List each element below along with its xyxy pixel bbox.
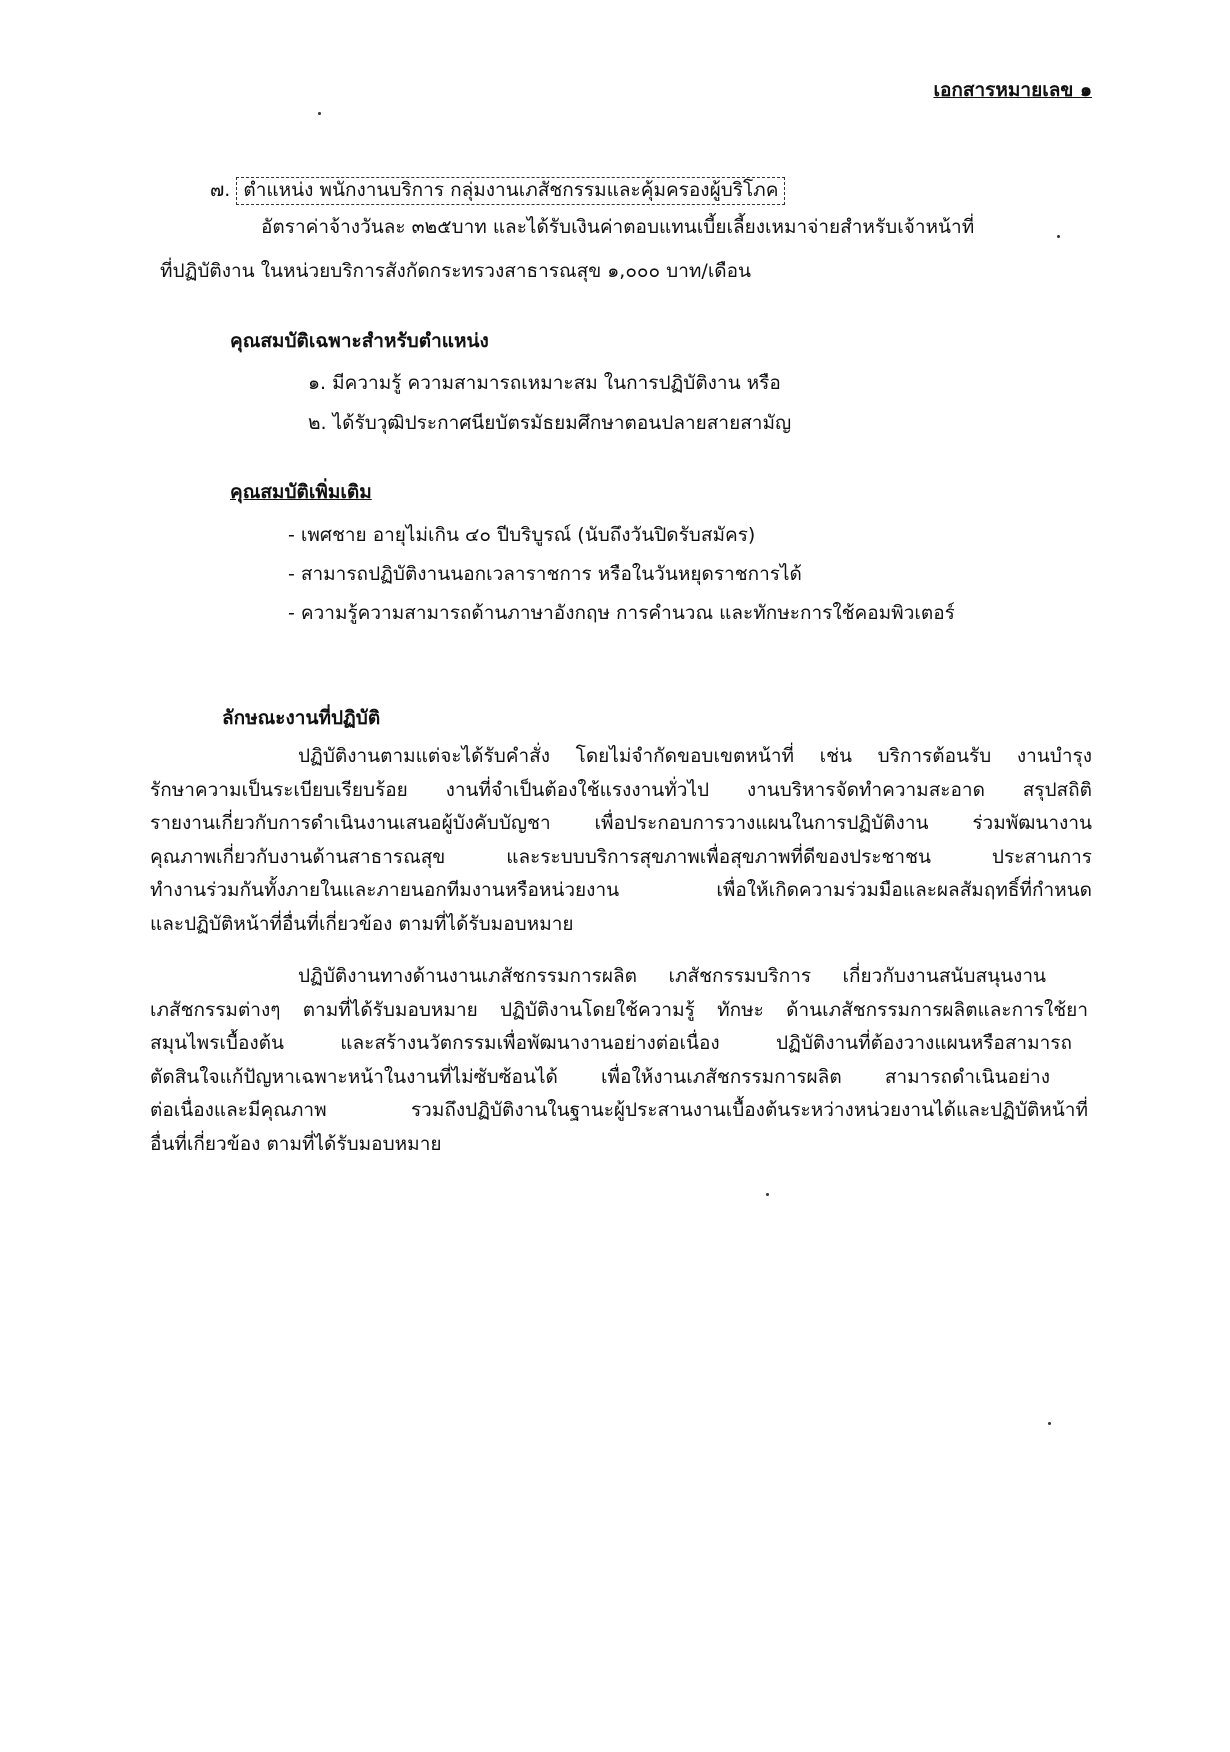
scan-speck xyxy=(766,1193,769,1196)
job-description-paragraph-2 xyxy=(150,960,1088,1161)
position-title-line xyxy=(210,175,785,205)
paragraph-line: และปฏิบัติหน้าที่อื่นที่เกี่ยวข้อง ตามที่ได้รับมอบหมาย xyxy=(150,912,574,935)
wage-line-2: ที่ปฏิบัติงาน ในหน่วยบริการสังกัดกระทรวงสาธารณสุข ๑,๐๐๐ บาท/เดือน xyxy=(160,260,752,282)
position-title: ตำแหน่ง พนักงานบริการ กลุ่มงานเภสัชกรรมและคุ้มครองผู้บริโภค xyxy=(236,177,785,205)
specific-qualification-item: ๑. มีความรู้ ความสามารถเหมาะสม ในการปฏิบัติงาน หรือ xyxy=(308,372,781,394)
paragraph-line: ต่อเนื่องและมีคุณภาพ รวมถึงปฏิบัติงานในฐานะผู้ประสานงานเบื้องต้นระหว่างหน่วยงานได้และปฏิบัติหน้าที่ xyxy=(150,1099,1088,1121)
paragraph-line: อื่นที่เกี่ยวข้อง ตามที่ได้รับมอบหมาย xyxy=(150,1132,442,1155)
scan-speck xyxy=(1048,1422,1051,1425)
paragraph-line: ตัดสินใจแก้ปัญหาเฉพาะหน้าในงานที่ไม่ซับซ้อนได้ เพื่อให้งานเภสัชกรรมการผลิต สามารถดำเนินอย่าง xyxy=(150,1065,1050,1088)
specific-qualifications-heading: คุณสมบัติเฉพาะสำหรับตำแหน่ง xyxy=(230,330,489,352)
scan-speck xyxy=(1057,235,1060,238)
paragraph-line: ทำงานร่วมกันทั้งภายในและภายนอกทีมงานหรือหน่วยงาน เพื่อให้เกิดความร่วมมือและผลสัมฤทธิ์ที่กำหนด xyxy=(150,879,1092,901)
paragraph-line: ปฏิบัติงานตามแต่จะได้รับคำสั่ง โดยไม่จำกัดขอบเขตหน้าที่ เช่น บริการต้อนรับ งานบำรุง xyxy=(298,745,1092,767)
paragraph-line: รักษาความเป็นระเบียบเรียบร้อย งานที่จำเป็นต้องใช้แรงงานทั่วไป งานบริหารจัดทำความสะอาด สรุปสถิติ xyxy=(150,778,1092,801)
paragraph-line: ปฏิบัติงานทางด้านงานเภสัชกรรมการผลิต เภสัชกรรมบริการ เกี่ยวกับงานสนับสนุนงาน xyxy=(298,965,1046,987)
additional-qualifications-heading: คุณสมบัติเพิ่มเติม xyxy=(230,481,372,503)
wage-line-1: อัตราค่าจ้างวันละ ๓๒๕บาท และได้รับเงินค่าตอบแทนเบี้ยเลี้ยงเหมาจ่ายสำหรับเจ้าหน้าที่ xyxy=(261,216,975,238)
paragraph-line: เภสัชกรรมต่างๆ ตามที่ได้รับมอบหมาย ปฏิบัติงานโดยใช้ความรู้ ทักษะ ด้านเภสัชกรรมการผลิตและการใช้ยา xyxy=(150,998,1088,1021)
paragraph-line: คุณภาพเกี่ยวกับงานด้านสาธารณสุข และระบบบริการสุขภาพเพื่อสุขภาพที่ดีของประชาชน ประสานการ xyxy=(150,845,1092,868)
additional-qualification-item: - เพศชาย อายุไม่เกิน ๔๐ ปีบริบูรณ์ (นับถึงวันปิดรับสมัคร) xyxy=(288,524,756,546)
scan-speck xyxy=(318,112,321,115)
additional-qualification-item: - ความรู้ความสามารถด้านภาษาอังกฤษ การคำนวณ และทักษะการใช้คอมพิวเตอร์ xyxy=(288,602,955,624)
job-description-paragraph-1 xyxy=(150,740,1092,941)
additional-qualification-item: - สามารถปฏิบัติงานนอกเวลาราชการ หรือในวันหยุดราชการได้ xyxy=(288,563,802,585)
paragraph-line: สมุนไพรเบื้องต้น และสร้างนวัตกรรมเพื่อพัฒนางานอย่างต่อเนื่อง ปฏิบัติงานที่ต้องวางแผนหรือสามารถ xyxy=(150,1032,1072,1054)
job-description-heading: ลักษณะงานที่ปฏิบัติ xyxy=(222,707,381,729)
position-number: ๗. xyxy=(210,179,231,201)
specific-qualification-item: ๒. ได้รับวุฒิประกาศนียบัตรมัธยมศึกษาตอนปลายสายสามัญ xyxy=(308,412,792,434)
paragraph-line: รายงานเกี่ยวกับการดำเนินงานเสนอผู้บังคับบัญชา เพื่อประกอบการวางแผนในการปฏิบัติงาน ร่วมพัฒนางาน xyxy=(150,812,1092,834)
document-number: เอกสารหมายเลข ๑ xyxy=(933,79,1092,101)
